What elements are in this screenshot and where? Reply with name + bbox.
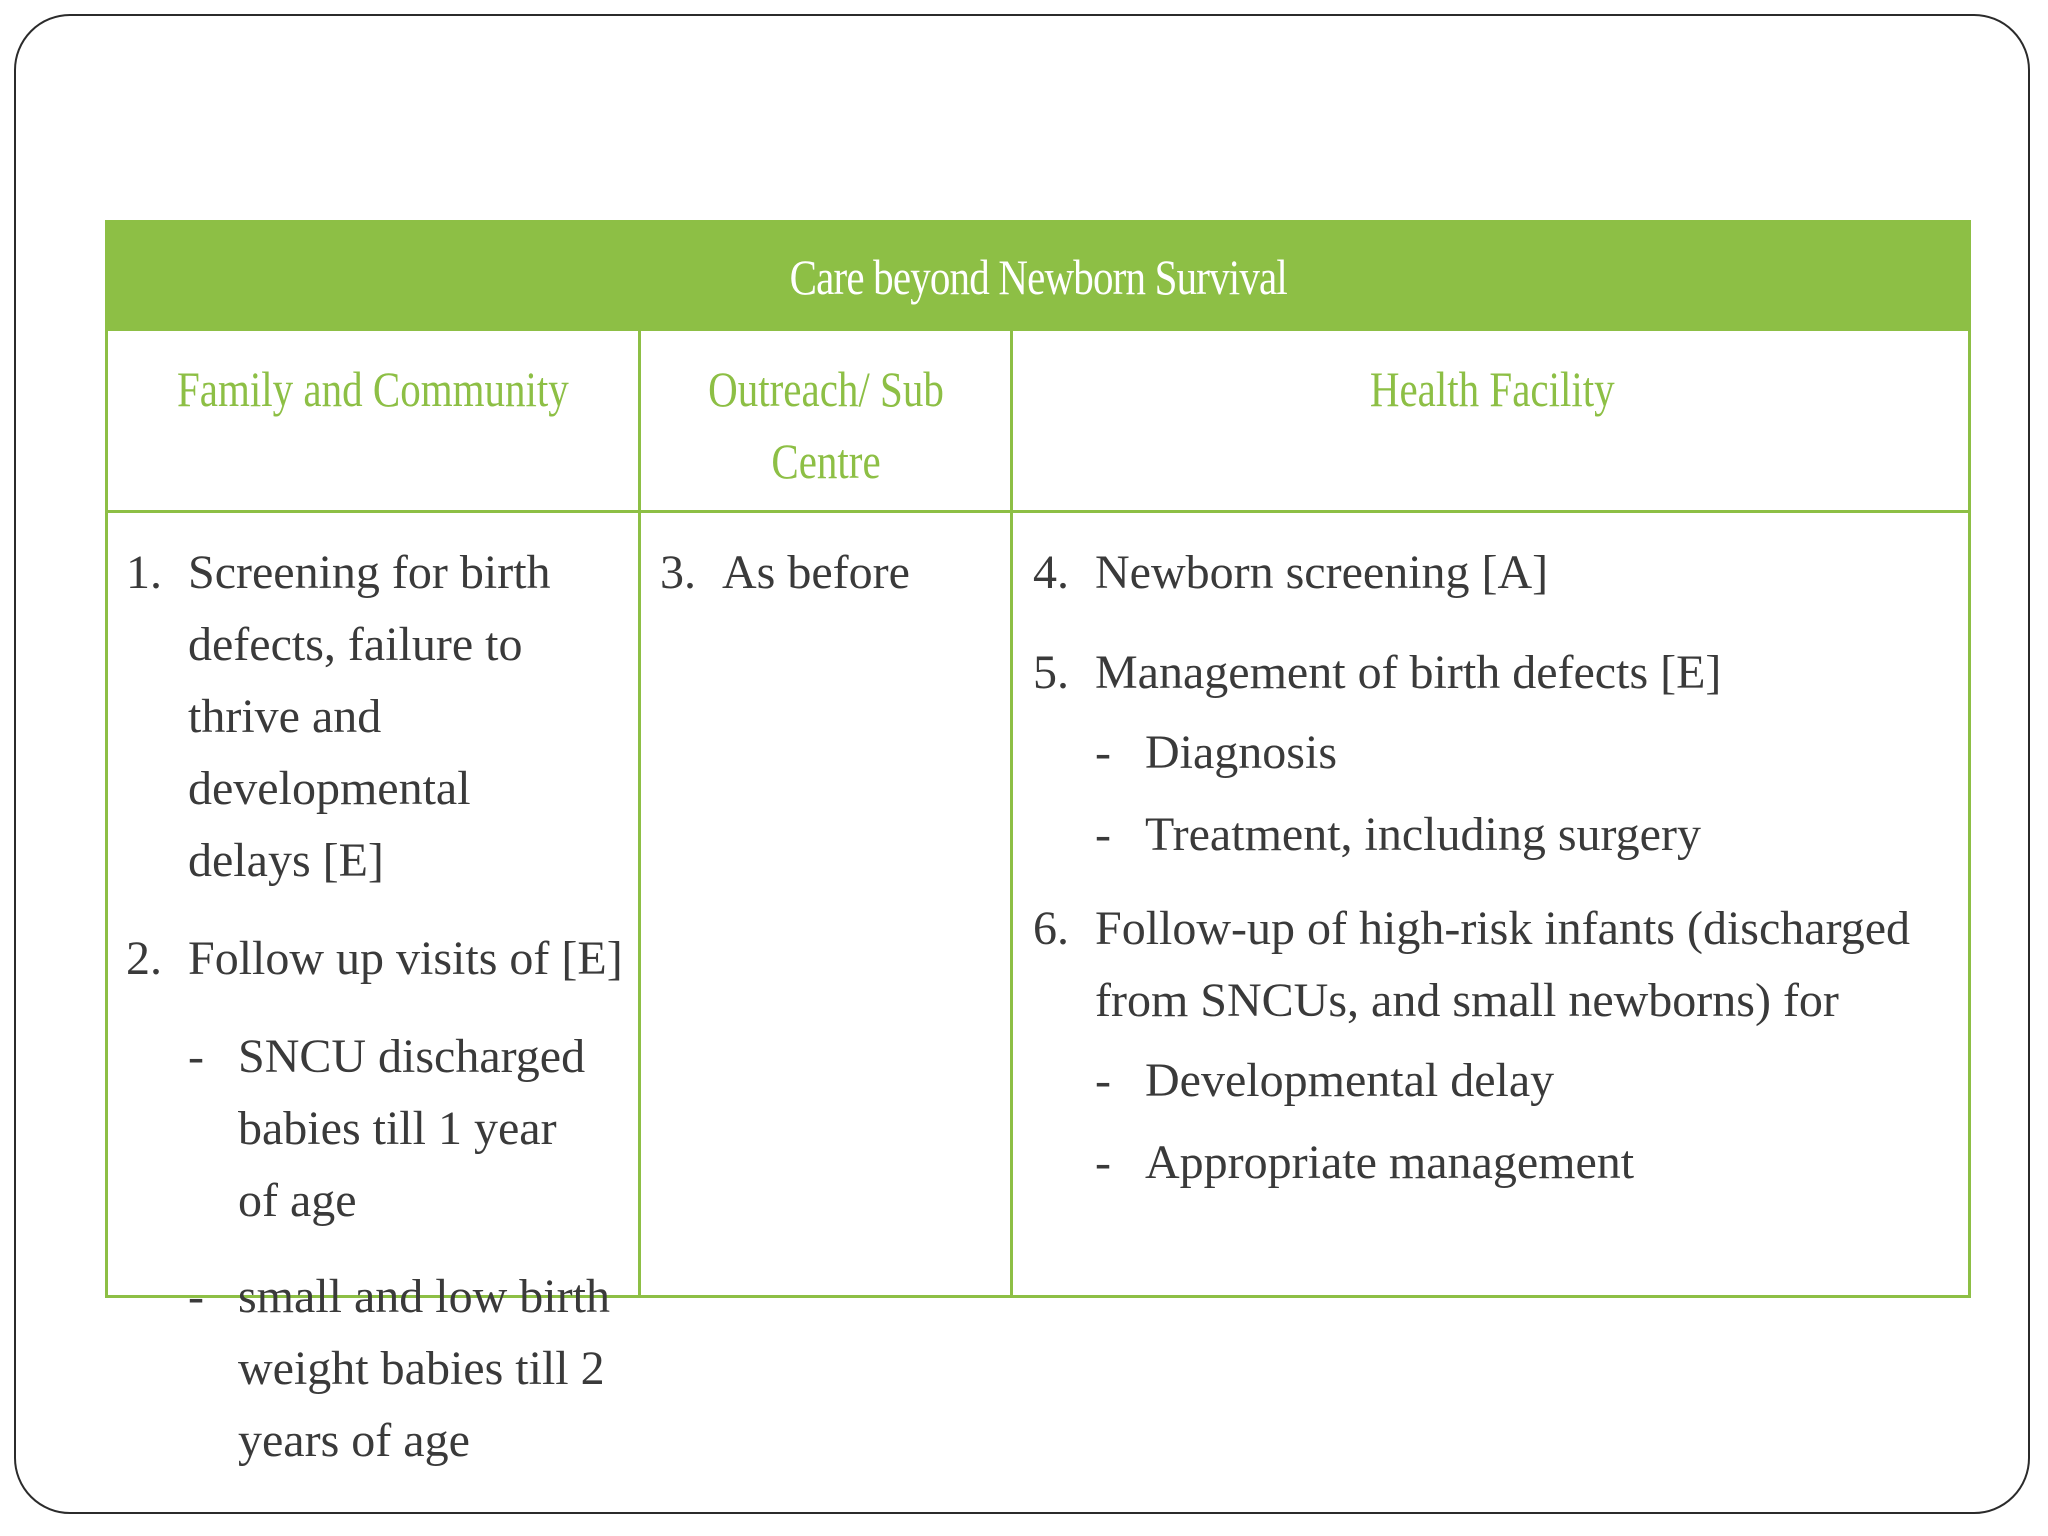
- header-health-facility: [1013, 331, 1971, 511]
- sub-dash: -: [1095, 808, 1111, 861]
- sub-dash: -: [188, 1270, 204, 1323]
- sub-text: Diagnosis: [1145, 726, 1337, 779]
- header-family-community: [108, 331, 638, 511]
- sub-item: [1033, 717, 1963, 789]
- header-label: Outreach/ Sub Centre: [707, 361, 944, 489]
- sub-dash: -: [1095, 1136, 1111, 1189]
- sub-text: small and low birth weight babies till 2 years of age: [238, 1270, 610, 1467]
- sub-dash: -: [188, 1030, 204, 1083]
- item-text: Follow-up of high-risk infants (discharged from SNCUs, and small newborns) for: [1095, 902, 1910, 1027]
- sub-text: SNCU discharged babies till 1 year of age: [238, 1030, 586, 1227]
- item-number: 2.: [126, 932, 162, 985]
- cell-family-community: [126, 513, 626, 1467]
- sub-dash: -: [1095, 1054, 1111, 1107]
- cell-health-facility: [1033, 513, 1963, 1295]
- item-number: 6.: [1033, 902, 1069, 955]
- list-item: [1033, 893, 1955, 1037]
- table-title-bar: [108, 223, 1968, 331]
- list-item: [126, 923, 626, 995]
- header-outreach: [641, 331, 1010, 511]
- list-item: [1033, 637, 1963, 709]
- sub-item: [1033, 799, 1963, 871]
- item-text: Management of birth defects [E]: [1095, 646, 1722, 699]
- table-title: Care beyond Newborn Survival: [789, 249, 1287, 305]
- item-number: 1.: [126, 546, 162, 599]
- sub-dash: -: [1095, 726, 1111, 779]
- sub-text: Developmental delay: [1145, 1054, 1555, 1107]
- item-text: Newborn screening [A]: [1095, 546, 1549, 599]
- list-item: [1033, 537, 1963, 609]
- sub-text: Appropriate management: [1145, 1136, 1635, 1189]
- sub-item: [126, 1021, 598, 1237]
- item-number: 5.: [1033, 646, 1069, 699]
- sub-item: [126, 1261, 618, 1477]
- list-item: [660, 537, 1000, 609]
- item-text: As before: [722, 546, 910, 599]
- item-text: Follow up visits of [E]: [188, 932, 623, 985]
- slide-frame: [14, 14, 2030, 1514]
- sub-item: [1033, 1045, 1963, 1117]
- item-number: 3.: [660, 546, 696, 599]
- item-number: 4.: [1033, 546, 1069, 599]
- care-table: [105, 220, 1971, 1467]
- header-label: Family and Community: [177, 361, 569, 417]
- cell-outreach: [660, 513, 1000, 1295]
- list-item: [126, 537, 568, 897]
- item-text: Screening for birth defects, failure to thrive and developmental delays [E]: [188, 546, 551, 887]
- header-label: Health Facility: [1369, 361, 1615, 417]
- sub-item: [1033, 1127, 1963, 1199]
- sub-text: Treatment, including surgery: [1145, 808, 1701, 861]
